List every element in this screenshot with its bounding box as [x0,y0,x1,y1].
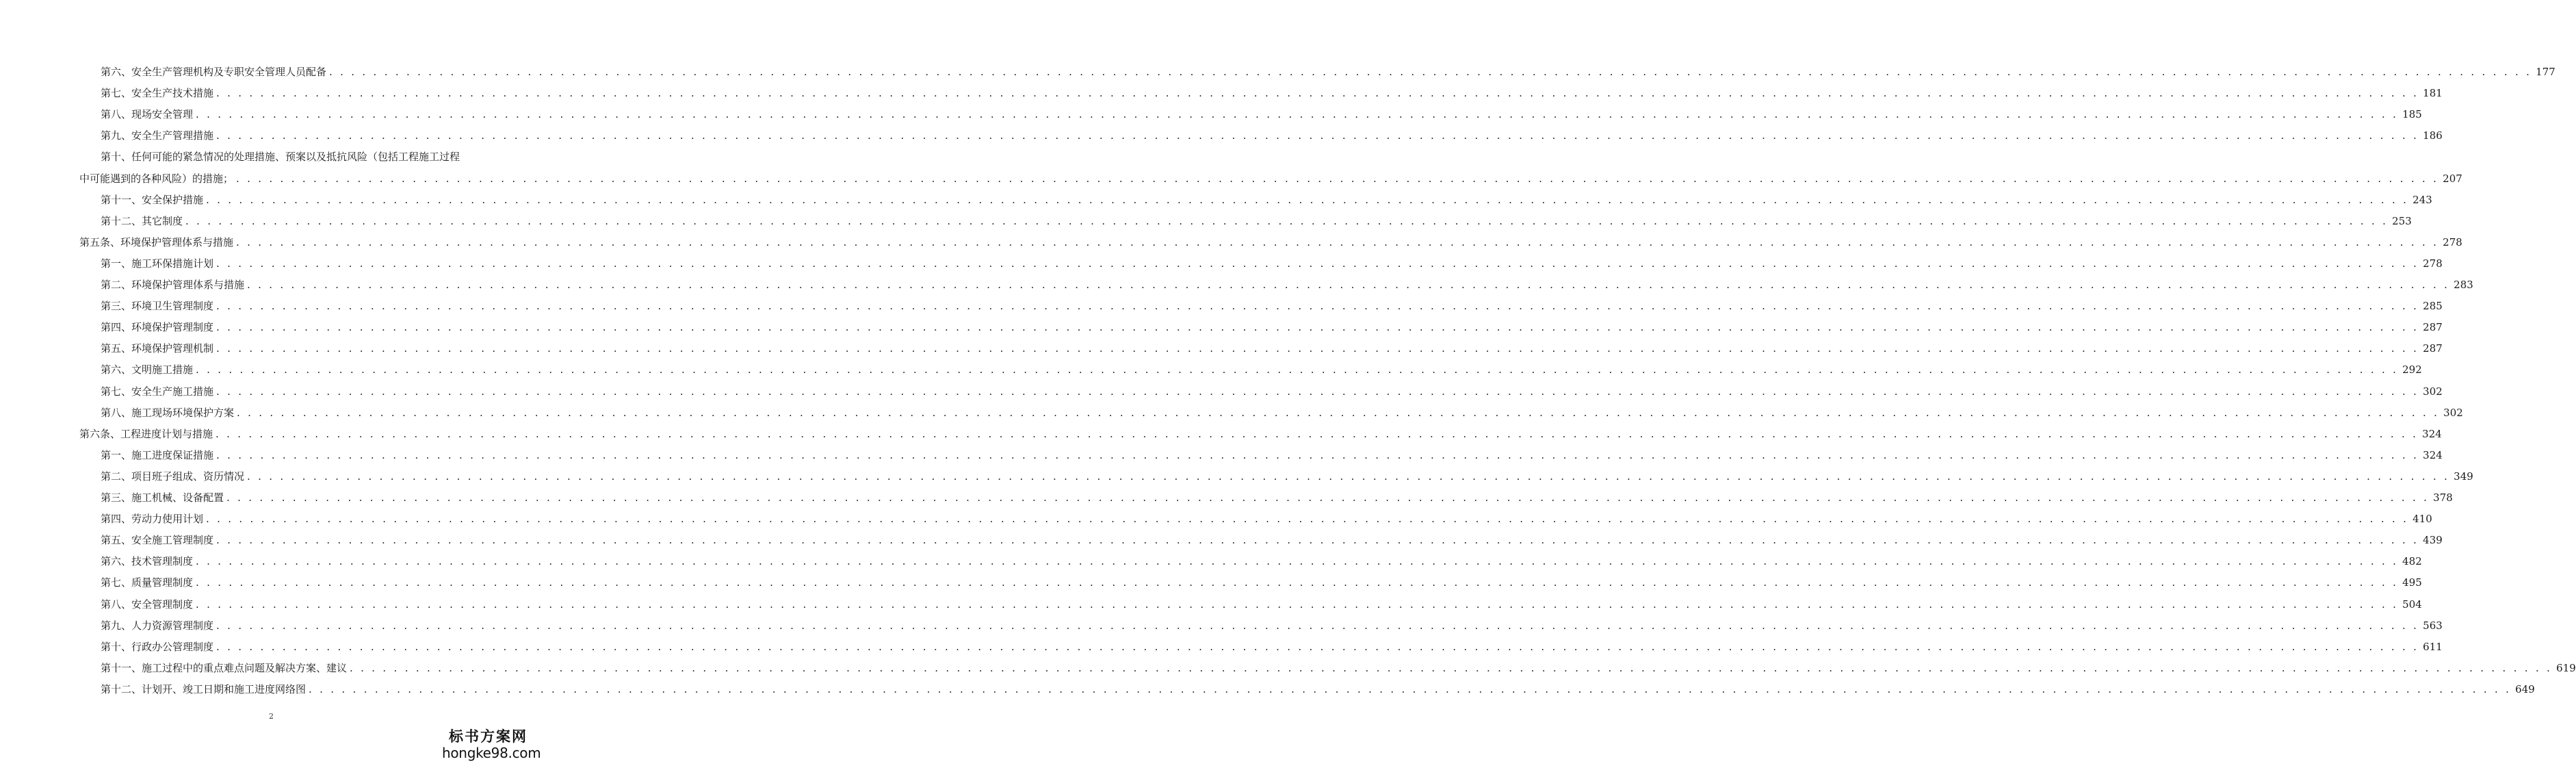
toc-page-number: 287 [2423,321,2443,334]
toc-entry-label: 第八、施工现场环境保护方案 [101,406,235,419]
toc-page-number: 482 [2402,555,2422,568]
toc-leader-dots: . . . . . . . . . . . . . . . . . . . . . . . . . . . . . . . . . . . . . . . . . . . . . . . . . . . . . . . . . . . . . . . . . . . . . . . . . . . . . . . . . . . . . . . . . . . . . . . . . . . . . . . . . . . . . . . . . . . . . . . . . . . . . . . . . . . . . . . . . . . . . . . . . . . . . . . . . . . . . . . . . . . . . . . . . . . . . . . . . . . . . . . . . . . . . . . . . . . . . . . . [216,640,2419,653]
toc-page-number: 207 [2443,172,2462,185]
toc-page-number: 410 [2412,513,2432,526]
toc-page-number: 302 [2443,406,2463,419]
toc-entry-label: 第七、安全生产技术措施 [101,87,214,100]
toc-leader-dots: . . . . . . . . . . . . . . . . . . . . . . . . . . . . . . . . . . . . . . . . . . . . . . . . . . . . . . . . . . . . . . . . . . . . . . . . . . . . . . . . . . . . . . . . . . . . . . . . . . . . . . . . . . . . . . . . . . . . . . . . . . . . . . . . . . . . . . . . . . . . . . . . . . . . . . . . . . . . . . . . . . . . . . . . . . . . . . . . . . . . . . . . . . . . . . . . . . . . . . . . [226,491,2430,504]
toc-entry-row[interactable] [101,661,2576,675]
toc-entry-row[interactable] [101,512,2432,526]
toc-entry-label: 第六、文明施工措施 [101,363,194,376]
toc-entry-row[interactable] [101,129,2443,142]
toc-page-number: 611 [2423,640,2443,653]
toc-entry-label: 第七、安全生产施工措施 [101,385,214,398]
toc-page-number: 283 [2454,279,2473,291]
toc-leader-dots: . . . . . . . . . . . . . . . . . . . . . . . . . . . . . . . . . . . . . . . . . . . . . . . . . . . . . . . . . . . . . . . . . . . . . . . . . . . . . . . . . . . . . . . . . . . . . . . . . . . . . . . . . . . . . . . . . . . . . . . . . . . . . . . . . . . . . . . . . . . . . . . . . . . . . . . . . . . . . . . . . . . . . . . . . . . . . . . . . . . . . . . . . . . . . . . . . . . . . . . . [350,661,2553,674]
toc-entry-row[interactable] [101,619,2443,632]
toc-entry-row[interactable] [101,385,2443,398]
toc-entry-label: 第四、环境保护管理制度 [101,321,214,334]
toc-entry-row[interactable] [101,320,2443,334]
toc-section-row[interactable] [79,235,2462,249]
toc-page-number: 278 [2443,235,2462,248]
toc-entry-row[interactable] [101,299,2443,313]
toc-page-number: 504 [2402,598,2422,611]
toc-leader-dots: . . . . . . . . . . . . . . . . . . . . . . . . . . . . . . . . . . . . . . . . . . . . . . . . . . . . . . . . . . . . . . . . . . . . . . . . . . . . . . . . . . . . . . . . . . . . . . . . . . . . . . . . . . . . . . . . . . . . . . . . . . . . . . . . . . . . . . . . . . . . . . . . . . . . . . . . . . . . . . . . . . . . . . . . . . . . . . . . . . . . . . . . . . . . . . . . . . . . . . . . [216,448,2419,461]
toc-page-number: 185 [2402,108,2422,121]
toc-entry-label: 第八、现场安全管理 [101,108,194,121]
toc-section-row[interactable] [79,427,2442,441]
toc-entry-label: 第三、施工机械、设备配置 [101,491,224,504]
toc-entry-label: 第十一、施工过程中的重点难点问题及解决方案、建议 [101,661,348,674]
toc-leader-dots: . . . . . . . . . . . . . . . . . . . . . . . . . . . . . . . . . . . . . . . . . . . . . . . . . . . . . . . . . . . . . . . . . . . . . . . . . . . . . . . . . . . . . . . . . . . . . . . . . . . . . . . . . . . . . . . . . . . . . . . . . . . . . . . . . . . . . . . . . . . . . . . . . . . . . . . . . . . . . . . . . . . . . . . . . . . . . . . . . . . . . . . . . . . . . . . . . . . . . . . . [237,406,2440,419]
toc-leader-dots: . . . . . . . . . . . . . . . . . . . . . . . . . . . . . . . . . . . . . . . . . . . . . . . . . . . . . . . . . . . . . . . . . . . . . . . . . . . . . . . . . . . . . . . . . . . . . . . . . . . . . . . . . . . . . . . . . . . . . . . . . . . . . . . . . . . . . . . . . . . . . . . . . . . . . . . . . . . . . . . . . . . . . . . . . . . . . . . . . . . . . . . . . . . . . . . . . . . . . . . . [196,555,2399,568]
toc-entry-label: 第六、安全生产管理机构及专职安全管理人员配备 [101,66,327,78]
toc-entry-label: 第五、安全施工管理制度 [101,534,214,547]
toc-leader-dots: . . . . . . . . . . . . . . . . . . . . . . . . . . . . . . . . . . . . . . . . . . . . . . . . . . . . . . . . . . . . . . . . . . . . . . . . . . . . . . . . . . . . . . . . . . . . . . . . . . . . . . . . . . . . . . . . . . . . . . . . . . . . . . . . . . . . . . . . . . . . . . . . . . . . . . . . . . . . . . . . . . . . . . . . . . . . . . . . . . . . . . . . . . . . . . . . . . . . . . . . [196,108,2399,121]
toc-entry-label: 第八、安全管理制度 [101,598,194,611]
toc-page-number: 439 [2423,534,2443,547]
toc-leader-dots: . . . . . . . . . . . . . . . . . . . . . . . . . . . . . . . . . . . . . . . . . . . . . . . . . . . . . . . . . . . . . . . . . . . . . . . . . . . . . . . . . . . . . . . . . . . . . . . . . . . . . . . . . . . . . . . . . . . . . . . . . . . . . . . . . . . . . . . . . . . . . . . . . . . . . . . . . . . . . . . . . . . . . . . . . . . . . . . . . . . . . . . . . . . . . . . . . . . . . . . . [216,385,2419,398]
toc-entry-label: 第九、安全生产管理措施 [101,129,214,142]
toc-leader-dots: . . . . . . . . . . . . . . . . . . . . . . . . . . . . . . . . . . . . . . . . . . . . . . . . . . . . . . . . . . . . . . . . . . . . . . . . . . . . . . . . . . . . . . . . . . . . . . . . . . . . . . . . . . . . . . . . . . . . . . . . . . . . . . . . . . . . . . . . . . . . . . . . . . . . . . . . . . . . . . . . . . . . . . . . . . . . . . . . . . . . . . . . . . . . . . . . . . . . . . . . [329,66,2532,78]
page-number: 2 [269,712,274,721]
toc-leader-dots: . . . . . . . . . . . . . . . . . . . . . . . . . . . . . . . . . . . . . . . . . . . . . . . . . . . . . . . . . . . . . . . . . . . . . . . . . . . . . . . . . . . . . . . . . . . . . . . . . . . . . . . . . . . . . . . . . . . . . . . . . . . . . . . . . . . . . . . . . . . . . . . . . . . . . . . . . . . . . . . . . . . . . . . . . . . . . . . . . . . . . . . . . . . . . . . . . . . . . . . . [247,470,2450,483]
toc-entry-row[interactable] [101,470,2473,483]
toc-leader-dots: . . . . . . . . . . . . . . . . . . . . . . . . . . . . . . . . . . . . . . . . . . . . . . . . . . . . . . . . . . . . . . . . . . . . . . . . . . . . . . . . . . . . . . . . . . . . . . . . . . . . . . . . . . . . . . . . . . . . . . . . . . . . . . . . . . . . . . . . . . . . . . . . . . . . . . . . . . . . . . . . . . . . . . . . . . . . . . . . . . . . . . . . . . . . . . . . . . . . . . . . [216,300,2419,313]
toc-entry-label: 第四、劳动力使用计划 [101,513,204,526]
toc-entry-row[interactable] [101,65,2555,79]
toc-entry-label: 第十二、计划开、竣工日期和施工进度网络图 [101,682,307,695]
toc-page-number: 177 [2536,66,2555,78]
toc-entry-row[interactable] [101,86,2443,100]
toc-leader-dots: . . . . . . . . . . . . . . . . . . . . . . . . . . . . . . . . . . . . . . . . . . . . . . . . . . . . . . . . . . . . . . . . . . . . . . . . . . . . . . . . . . . . . . . . . . . . . . . . . . . . . . . . . . . . . . . . . . . . . . . . . . . . . . . . . . . . . . . . . . . . . . . . . . . . . . . . . . . . . . . . . . . . . . . . . . . . . . . . . . . . . . . . . . . . . . . . . . . . . . . . [216,534,2419,547]
toc-page-number: 302 [2423,385,2443,398]
toc-leader-dots: . . . . . . . . . . . . . . . . . . . . . . . . . . . . . . . . . . . . . . . . . . . . . . . . . . . . . . . . . . . . . . . . . . . . . . . . . . . . . . . . . . . . . . . . . . . . . . . . . . . . . . . . . . . . . . . . . . . . . . . . . . . . . . . . . . . . . . . . . . . . . . . . . . . . . . . . . . . . . . . . . . . . . . . . . . . . . . . . . . . . . . . . . . . . . . . . . . . . . . . . [216,257,2419,270]
toc-entry-row[interactable] [101,576,2422,589]
toc-page-number: 324 [2422,427,2442,440]
toc-page-number: 287 [2423,342,2443,355]
toc-entry-label: 第五、环境保护管理机制 [101,342,214,355]
toc-leader-dots: . . . . . . . . . . . . . . . . . . . . . . . . . . . . . . . . . . . . . . . . . . . . . . . . . . . . . . . . . . . . . . . . . . . . . . . . . . . . . . . . . . . . . . . . . . . . . . . . . . . . . . . . . . . . . . . . . . . . . . . . . . . . . . . . . . . . . . . . . . . . . . . . . . . . . . . . . . . . . . . . . . . . . . . . . . . . . . . . . . . . . . . . . . . . . . . . . . . . . . . . [196,598,2399,611]
toc-page-number: 253 [2392,214,2412,227]
toc-page-number: 285 [2423,300,2443,313]
toc-entry-label: 第十二、其它制度 [101,214,183,227]
toc-entry-row[interactable] [101,640,2443,654]
toc-entry-label: 第五条、环境保护管理体系与措施 [79,235,234,248]
watermark-title: 标书方案网 [449,728,528,745]
toc-leader-dots: . . . . . . . . . . . . . . . . . . . . . . . . . . . . . . . . . . . . . . . . . . . . . . . . . . . . . . . . . . . . . . . . . . . . . . . . . . . . . . . . . . . . . . . . . . . . . . . . . . . . . . . . . . . . . . . . . . . . . . . . . . . . . . . . . . . . . . . . . . . . . . . . . . . . . . . . . . . . . . . . . . . . . . . . . . . . . . . . . . . . . . . . . . . . . . . . . . . . . . . . [216,342,2419,355]
toc-page-number: 563 [2423,619,2443,632]
toc-entry-row[interactable] [101,682,2535,696]
toc-leader-dots: . . . . . . . . . . . . . . . . . . . . . . . . . . . . . . . . . . . . . . . . . . . . . . . . . . . . . . . . . . . . . . . . . . . . . . . . . . . . . . . . . . . . . . . . . . . . . . . . . . . . . . . . . . . . . . . . . . . . . . . . . . . . . . . . . . . . . . . . . . . . . . . . . . . . . . . . . . . . . . . . . . . . . . . . . . . . . . . . . . . . . . . . . . . . . . . . . . . . . . . . [216,619,2419,632]
toc-page-number: 649 [2515,682,2535,695]
toc-entry-label: 第一、施工进度保证措施 [101,448,214,461]
toc-entry-label: 第六条、工程进度计划与措施 [79,427,213,440]
toc-entry-row[interactable] [101,342,2443,355]
toc-entry-row[interactable] [101,448,2443,462]
toc-leader-dots: . . . . . . . . . . . . . . . . . . . . . . . . . . . . . . . . . . . . . . . . . . . . . . . . . . . . . . . . . . . . . . . . . . . . . . . . . . . . . . . . . . . . . . . . . . . . . . . . . . . . . . . . . . . . . . . . . . . . . . . . . . . . . . . . . . . . . . . . . . . . . . . . . . . . . . . . . . . . . . . . . . . . . . . . . . . . . . . . . . . . . . . . . . . . . . . . . . . . . . . . [216,129,2419,142]
toc-leader-dots: . . . . . . . . . . . . . . . . . . . . . . . . . . . . . . . . . . . . . . . . . . . . . . . . . . . . . . . . . . . . . . . . . . . . . . . . . . . . . . . . . . . . . . . . . . . . . . . . . . . . . . . . . . . . . . . . . . . . . . . . . . . . . . . . . . . . . . . . . . . . . . . . . . . . . . . . . . . . . . . . . . . . . . . . . . . . . . . . . . . . . . . . . . . . . . . . . . . . . . . . [206,513,2409,526]
toc-entry-row[interactable] [79,172,2462,185]
toc-leader-dots: . . . . . . . . . . . . . . . . . . . . . . . . . . . . . . . . . . . . . . . . . . . . . . . . . . . . . . . . . . . . . . . . . . . . . . . . . . . . . . . . . . . . . . . . . . . . . . . . . . . . . . . . . . . . . . . . . . . . . . . . . . . . . . . . . . . . . . . . . . . . . . . . . . . . . . . . . . . . . . . . . . . . . . . . . . . . . . . . . . . . . . . . . . . . . . . . . . . . . . . . [216,87,2419,100]
toc-leader-dots: . . . . . . . . . . . . . . . . . . . . . . . . . . . . . . . . . . . . . . . . . . . . . . . . . . . . . . . . . . . . . . . . . . . . . . . . . . . . . . . . . . . . . . . . . . . . . . . . . . . . . . . . . . . . . . . . . . . . . . . . . . . . . . . . . . . . . . . . . . . . . . . . . . . . . . . . . . . . . . . . . . . . . . . . . . . . . . . . . . . . . . . . . . . . . . . . . . . . . . . . [309,682,2512,695]
toc-leader-dots: . . . . . . . . . . . . . . . . . . . . . . . . . . . . . . . . . . . . . . . . . . . . . . . . . . . . . . . . . . . . . . . . . . . . . . . . . . . . . . . . . . . . . . . . . . . . . . . . . . . . . . . . . . . . . . . . . . . . . . . . . . . . . . . . . . . . . . . . . . . . . . . . . . . . . . . . . . . . . . . . . . . . . . . . . . . . . . . . . . . . . . . . . . . . . . . . . . . . . . . . [196,363,2399,376]
toc-entry-label: 中可能遇到的各种风险）的措施； [79,172,234,185]
toc-page-number: 324 [2423,448,2443,461]
toc-page-number: 292 [2402,363,2422,376]
toc-entry-row[interactable] [101,598,2422,611]
toc-entry-label: 第七、质量管理制度 [101,576,194,589]
toc-entry-row[interactable] [101,363,2422,376]
toc-leader-dots: . . . . . . . . . . . . . . . . . . . . . . . . . . . . . . . . . . . . . . . . . . . . . . . . . . . . . . . . . . . . . . . . . . . . . . . . . . . . . . . . . . . . . . . . . . . . . . . . . . . . . . . . . . . . . . . . . . . . . . . . . . . . . . . . . . . . . . . . . . . . . . . . . . . . . . . . . . . . . . . . . . . . . . . . . . . . . . . . . . . . . . . . . . . . . . . . . . . . . . . . [236,172,2439,185]
toc-page-number: 278 [2423,257,2443,270]
toc-entry-label: 第二、环境保护管理体系与措施 [101,279,245,291]
toc-page-number: 619 [2556,661,2576,674]
toc-page-number: 186 [2423,129,2443,142]
toc-entry-label: 第十、行政办公管理制度 [101,640,214,653]
toc-page-number: 243 [2412,193,2432,206]
toc-entry-label: 第六、技术管理制度 [101,555,194,568]
toc-entry-row[interactable] [101,193,2432,207]
toc-entry-label: 第九、人力资源管理制度 [101,619,214,632]
watermark-logo [442,728,541,761]
toc-entry-row[interactable] [101,214,2412,228]
toc-leader-dots: . . . . . . . . . . . . . . . . . . . . . . . . . . . . . . . . . . . . . . . . . . . . . . . . . . . . . . . . . . . . . . . . . . . . . . . . . . . . . . . . . . . . . . . . . . . . . . . . . . . . . . . . . . . . . . . . . . . . . . . . . . . . . . . . . . . . . . . . . . . . . . . . . . . . . . . . . . . . . . . . . . . . . . . . . . . . . . . . . . . . . . . . . . . . . . . . . . . . . . . . [216,321,2419,334]
toc-page-number: 378 [2433,491,2453,504]
toc-entry-first-line: 第十、任何可能的紧急情况的处理措施、预案以及抵抗风险（包括工程施工过程 [101,151,460,164]
watermark-domain: hongke98.com [442,745,541,761]
toc-leader-dots: . . . . . . . . . . . . . . . . . . . . . . . . . . . . . . . . . . . . . . . . . . . . . . . . . . . . . . . . . . . . . . . . . . . . . . . . . . . . . . . . . . . . . . . . . . . . . . . . . . . . . . . . . . . . . . . . . . . . . . . . . . . . . . . . . . . . . . . . . . . . . . . . . . . . . . . . . . . . . . . . . . . . . . . . . . . . . . . . . . . . . . . . . . . . . . . . . . . . . . . . [196,576,2399,589]
toc-page-number: 495 [2402,576,2422,589]
toc-entry-label: 第一、施工环保措施计划 [101,257,214,270]
toc-entry-label: 第二、项目班子组成、资历情况 [101,470,245,483]
toc-entry-label: 第十一、安全保护措施 [101,193,204,206]
toc-leader-dots: . . . . . . . . . . . . . . . . . . . . . . . . . . . . . . . . . . . . . . . . . . . . . . . . . . . . . . . . . . . . . . . . . . . . . . . . . . . . . . . . . . . . . . . . . . . . . . . . . . . . . . . . . . . . . . . . . . . . . . . . . . . . . . . . . . . . . . . . . . . . . . . . . . . . . . . . . . . . . . . . . . . . . . . . . . . . . . . . . . . . . . . . . . . . . . . . . . . . . . . . [236,235,2439,248]
toc-leader-dots: . . . . . . . . . . . . . . . . . . . . . . . . . . . . . . . . . . . . . . . . . . . . . . . . . . . . . . . . . . . . . . . . . . . . . . . . . . . . . . . . . . . . . . . . . . . . . . . . . . . . . . . . . . . . . . . . . . . . . . . . . . . . . . . . . . . . . . . . . . . . . . . . . . . . . . . . . . . . . . . . . . . . . . . . . . . . . . . . . . . . . . . . . . . . . . . . . . . . . . . . [216,427,2419,440]
toc-entry-row[interactable] [101,278,2473,292]
toc-entry-row[interactable] [101,406,2463,420]
toc-entry-row[interactable] [101,107,2422,121]
toc-page-number: 349 [2454,470,2473,483]
toc-entry-label: 第三、环境卫生管理制度 [101,300,214,313]
toc-page-number: 181 [2423,87,2443,100]
toc-entry-row[interactable] [101,257,2443,270]
toc-leader-dots: . . . . . . . . . . . . . . . . . . . . . . . . . . . . . . . . . . . . . . . . . . . . . . . . . . . . . . . . . . . . . . . . . . . . . . . . . . . . . . . . . . . . . . . . . . . . . . . . . . . . . . . . . . . . . . . . . . . . . . . . . . . . . . . . . . . . . . . . . . . . . . . . . . . . . . . . . . . . . . . . . . . . . . . . . . . . . . . . . . . . . . . . . . . . . . . . . . . . . . . . [206,193,2409,206]
toc-leader-dots: . . . . . . . . . . . . . . . . . . . . . . . . . . . . . . . . . . . . . . . . . . . . . . . . . . . . . . . . . . . . . . . . . . . . . . . . . . . . . . . . . . . . . . . . . . . . . . . . . . . . . . . . . . . . . . . . . . . . . . . . . . . . . . . . . . . . . . . . . . . . . . . . . . . . . . . . . . . . . . . . . . . . . . . . . . . . . . . . . . . . . . . . . . . . . . . . . . . . . . . . [247,279,2450,291]
toc-entry-row[interactable] [101,554,2422,568]
toc-entry-row[interactable] [101,491,2453,504]
toc-entry-row[interactable] [101,533,2443,547]
toc-leader-dots: . . . . . . . . . . . . . . . . . . . . . . . . . . . . . . . . . . . . . . . . . . . . . . . . . . . . . . . . . . . . . . . . . . . . . . . . . . . . . . . . . . . . . . . . . . . . . . . . . . . . . . . . . . . . . . . . . . . . . . . . . . . . . . . . . . . . . . . . . . . . . . . . . . . . . . . . . . . . . . . . . . . . . . . . . . . . . . . . . . . . . . . . . . . . . . . . . . . . . . . . [185,214,2389,227]
